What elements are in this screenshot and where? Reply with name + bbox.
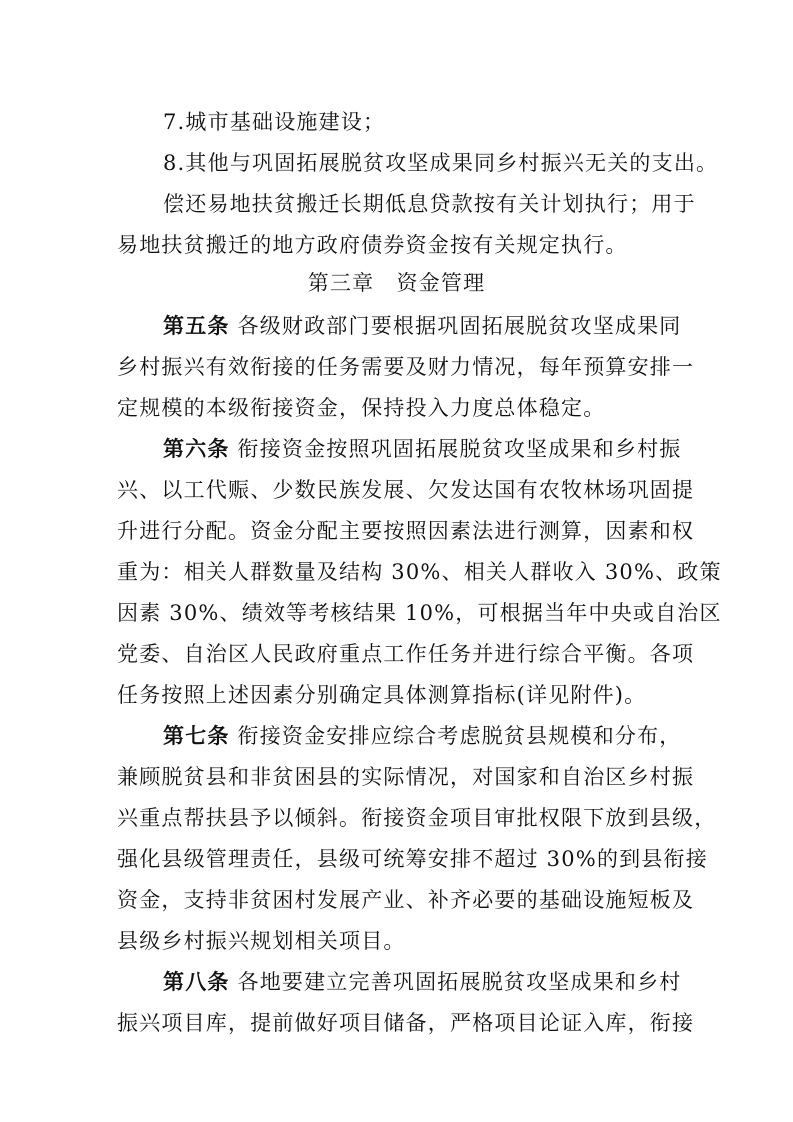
paragraph-line: 兼顾脱贫县和非贫困县的实际情况，对国家和自治区乡村振 xyxy=(117,765,695,789)
article-6-title: 第六条 xyxy=(163,437,230,461)
paragraph-line: 振兴项目库，提前做好项目储备，严格项目论证入库，衔接 xyxy=(117,1011,695,1035)
list-item-8: 8.其他与巩固拓展脱贫攻坚成果同乡村振兴无关的支出。 xyxy=(163,151,719,175)
article-5-title: 第五条 xyxy=(163,314,230,338)
article-7-title: 第七条 xyxy=(163,724,230,748)
article-6-first-line xyxy=(163,435,682,463)
article-7-first-line xyxy=(163,722,682,750)
article-8-first-line xyxy=(163,968,682,996)
article-8-title: 第八条 xyxy=(163,970,230,994)
article-6-text: 衔接资金按照巩固拓展脱贫攻坚成果和乡村振 xyxy=(237,437,682,461)
paragraph-line: 强化县级管理责任，县级可统筹安排不超过 30%的到县衔接 xyxy=(117,847,708,871)
paragraph-line: 易地扶贫搬迁的地方政府债券资金按有关规定执行。 xyxy=(117,233,628,257)
paragraph-line: 偿还易地扶贫搬迁长期低息贷款按有关计划执行；用于 xyxy=(163,192,696,216)
paragraph-line: 升进行分配。资金分配主要按照因素法进行测算，因素和权 xyxy=(117,519,695,543)
paragraph-line: 兴重点帮扶县予以倾斜。衔接资金项目审批权限下放到县级， xyxy=(117,806,717,830)
paragraph-line: 县级乡村振兴规划相关项目。 xyxy=(117,929,406,953)
article-7-text: 衔接资金安排应综合考虑脱贫县规模和分布， xyxy=(237,724,682,748)
article-5-first-line xyxy=(163,312,682,340)
article-5-text: 各级财政部门要根据巩固拓展脱贫攻坚成果同 xyxy=(237,314,682,338)
paragraph-line: 重为：相关人群数量及结构 30%、相关人群收入 30%、政策 xyxy=(117,560,722,584)
list-item-7: 7.城市基础设施建设； xyxy=(163,110,386,134)
paragraph-line: 乡村振兴有效衔接的任务需要及财力情况，每年预算安排一 xyxy=(117,355,695,379)
chapter-heading: 第三章 资金管理 xyxy=(307,271,486,295)
paragraph-line: 定规模的本级衔接资金，保持投入力度总体稳定。 xyxy=(117,396,606,420)
paragraph-line: 兴、以工代赈、少数民族发展、欠发达国有农牧林场巩固提 xyxy=(117,478,695,502)
paragraph-line: 资金，支持非贫困村发展产业、补齐必要的基础设施短板及 xyxy=(117,888,695,912)
paragraph-line: 任务按照上述因素分别确定具体测算指标(详见附件)。 xyxy=(117,683,647,707)
paragraph-line: 党委、自治区人民政府重点工作任务并进行综合平衡。各项 xyxy=(117,642,695,666)
article-8-text: 各地要建立完善巩固拓展脱贫攻坚成果和乡村 xyxy=(237,970,682,994)
paragraph-line: 因素 30%、绩效等考核结果 10%，可根据当年中央或自治区 xyxy=(117,601,722,625)
